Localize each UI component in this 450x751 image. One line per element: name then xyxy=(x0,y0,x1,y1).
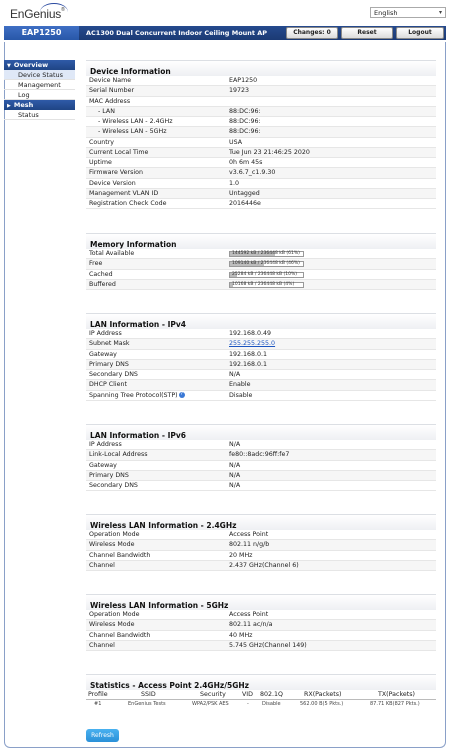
row-label: DHCP Client xyxy=(89,381,128,389)
row-label: Secondary DNS xyxy=(89,371,138,378)
row-label: Free xyxy=(89,260,103,268)
logo-arc-icon xyxy=(40,3,68,12)
row-label: Cached xyxy=(89,270,113,278)
sidebar-item-status[interactable]: Status xyxy=(4,110,75,120)
row-label: - LAN xyxy=(98,107,115,115)
column-header: Profile xyxy=(88,691,108,698)
row-value: Disable xyxy=(229,391,253,399)
row-value: Access Point xyxy=(229,611,269,618)
row-label: Channel Bandwidth xyxy=(89,551,151,559)
row-value: 20 MHz xyxy=(229,551,253,559)
sidebar-item-log[interactable]: Log xyxy=(4,90,75,100)
row-value: N/A xyxy=(229,371,241,378)
row-label: Gateway xyxy=(89,461,117,469)
row-value: 192.168.0.49 xyxy=(229,330,272,337)
table-row xyxy=(86,138,436,148)
refresh-button[interactable]: Refresh xyxy=(86,729,119,742)
table-row xyxy=(86,370,436,380)
wlan-5ghz-table xyxy=(86,610,436,651)
wlan-5ghz-section xyxy=(86,594,436,651)
column-header: TX(Packets) xyxy=(378,691,415,698)
row-value: 88:DC:96: xyxy=(229,107,261,115)
row-value: 2016446e xyxy=(229,200,261,207)
row-value: v3.6.7_c1.9.30 xyxy=(229,169,276,177)
row-label: IP Address xyxy=(89,441,122,448)
triangle-right-icon: ▶ xyxy=(7,103,11,109)
table-row xyxy=(86,280,436,290)
table-row xyxy=(86,540,436,550)
row-label: Subnet Mask xyxy=(89,340,130,348)
brand-name: EnGenius xyxy=(10,7,62,21)
table-row xyxy=(86,641,436,651)
table-row xyxy=(86,471,436,481)
column-header: Security xyxy=(200,691,226,698)
table-row xyxy=(86,700,436,709)
row-value: 192.168.0.1 xyxy=(229,350,268,358)
logout-button[interactable]: Logout xyxy=(396,27,444,39)
row-value: 1.0 xyxy=(229,179,240,187)
section-title: Statistics - Access Point 2.4GHz/5GHz xyxy=(86,674,436,690)
row-value: Tue Jun 23 21:46:25 2020 xyxy=(229,148,310,156)
cell-vid: - xyxy=(247,701,249,707)
table-row xyxy=(86,440,436,450)
memory-usage-text: 109140 kB / 236448 kB (46%) xyxy=(232,261,300,267)
table-row xyxy=(86,86,436,96)
row-label: Serial Number xyxy=(89,87,135,95)
table-row xyxy=(86,631,436,641)
row-value: 40 MHz xyxy=(229,631,253,639)
row-value: 19723 xyxy=(229,87,250,95)
row-label: Wireless Mode xyxy=(89,541,135,549)
row-label: Channel xyxy=(89,641,115,649)
memory-info-table xyxy=(86,249,436,290)
wlan-24ghz-section xyxy=(86,514,436,571)
row-label: Primary DNS xyxy=(89,471,129,479)
sidebar-group-label: Mesh xyxy=(13,101,34,109)
memory-usage-bar xyxy=(229,272,304,278)
section-title: LAN Information - IPv4 xyxy=(86,313,436,329)
row-label: Primary DNS xyxy=(89,360,129,368)
table-row xyxy=(86,270,436,280)
lan-ipv6-table xyxy=(86,440,436,491)
row-label: Buffered xyxy=(89,280,116,288)
table-row xyxy=(86,391,436,401)
column-header: 802.1Q xyxy=(260,691,283,698)
table-row xyxy=(86,481,436,491)
section-title: LAN Information - IPv6 xyxy=(86,424,436,440)
wlan-24ghz-table xyxy=(86,530,436,571)
row-label: Firmware Version xyxy=(89,169,144,177)
language-selected: English xyxy=(374,9,398,17)
row-value: 5.745 GHz(Channel 149) xyxy=(229,641,307,649)
row-label: Link-Local Address xyxy=(89,451,148,459)
row-label: Channel Bandwidth xyxy=(89,631,151,639)
changes-button[interactable]: Changes: 0 xyxy=(286,27,338,39)
sidebar-group-mesh[interactable] xyxy=(4,100,75,110)
sidebar-item-device-status[interactable]: Device Status xyxy=(4,70,75,80)
row-value: N/A xyxy=(229,461,241,469)
language-select[interactable] xyxy=(370,7,446,18)
row-label: Uptime xyxy=(89,159,112,166)
column-header: SSID xyxy=(141,691,156,698)
table-row xyxy=(86,199,436,209)
row-value: fe80::8adc:96ff:fe7 xyxy=(229,451,290,459)
table-row xyxy=(86,76,436,86)
device-info-table xyxy=(86,76,436,209)
row-value: EAP1250 xyxy=(229,77,258,84)
section-title: Wireless LAN Information - 2.4GHz xyxy=(86,514,436,530)
table-row xyxy=(86,610,436,620)
table-row xyxy=(86,179,436,189)
statistics-section xyxy=(86,674,436,709)
table-row xyxy=(86,620,436,630)
section-title: Device Information xyxy=(86,60,436,76)
sidebar xyxy=(4,60,75,120)
row-label: Current Local Time xyxy=(89,148,149,156)
table-row xyxy=(86,530,436,540)
row-label: IP Address xyxy=(89,330,122,337)
memory-usage-bar xyxy=(229,282,304,288)
row-label: - Wireless LAN - 5GHz xyxy=(98,128,167,136)
table-row xyxy=(86,551,436,561)
row-value: Untagged xyxy=(229,189,260,197)
table-row xyxy=(86,189,436,199)
row-label: Operation Mode xyxy=(89,531,140,538)
top-bar xyxy=(0,0,450,26)
table-row xyxy=(86,380,436,390)
table-row xyxy=(86,259,436,269)
table-row xyxy=(86,339,436,349)
cell-8021q: Disable xyxy=(262,701,281,707)
table-row xyxy=(86,461,436,471)
reset-button[interactable]: Reset xyxy=(341,27,393,39)
table-row xyxy=(86,360,436,370)
memory-usage-bar xyxy=(229,251,304,257)
section-title: Wireless LAN Information - 5GHz xyxy=(86,594,436,610)
table-row xyxy=(86,117,436,127)
sidebar-group-overview[interactable] xyxy=(4,60,75,70)
table-row xyxy=(86,168,436,178)
table-row xyxy=(86,450,436,460)
device-info-section xyxy=(86,60,436,209)
triangle-down-icon: ▼ xyxy=(7,63,11,69)
chevron-down-icon: ▾ xyxy=(438,9,442,16)
row-value: 88:DC:96: xyxy=(229,118,261,125)
table-row xyxy=(86,158,436,168)
table-row xyxy=(86,350,436,360)
row-value: 802.11 n/g/b xyxy=(229,541,270,549)
statistics-table-header xyxy=(86,690,436,700)
row-label: Total Available xyxy=(89,250,135,257)
row-label: Management VLAN ID xyxy=(89,189,159,197)
cell-ssid: EnGenius Tests xyxy=(128,701,166,707)
row-label: Gateway xyxy=(89,350,117,358)
row-label: Device Name xyxy=(89,77,132,84)
subnet-mask-link[interactable]: 255.255.255.0 xyxy=(229,340,276,348)
memory-usage-text: 144592 kB / 236448 kB (61%) xyxy=(232,251,300,256)
memory-usage-text: 25284 kB / 236448 kB (10%) xyxy=(232,271,298,277)
row-value: 2.437 GHz(Channel 6) xyxy=(229,561,299,569)
cell-profile: #1 xyxy=(94,701,102,707)
product-title: AC1300 Dual Concurrent Indoor Ceiling Mount AP xyxy=(86,29,268,37)
table-row xyxy=(86,107,436,117)
table-row xyxy=(86,127,436,137)
row-value: N/A xyxy=(229,441,241,448)
lan-ipv4-table xyxy=(86,329,436,401)
row-value: 802.11 ac/n/a xyxy=(229,621,273,629)
row-value: Access Point xyxy=(229,531,269,538)
lan-ipv4-section xyxy=(86,313,436,401)
column-header: VID xyxy=(242,691,254,698)
table-row xyxy=(86,561,436,571)
table-row xyxy=(86,249,436,259)
help-icon[interactable]: ? xyxy=(180,391,183,397)
memory-usage-bar xyxy=(229,261,304,267)
row-label: Operation Mode xyxy=(89,611,140,618)
section-title: Memory Information xyxy=(86,233,436,249)
row-label xyxy=(89,391,185,401)
row-label: MAC Address xyxy=(89,97,131,105)
brand-trademark: ® xyxy=(61,7,65,13)
column-header: RX(Packets) xyxy=(304,691,342,698)
memory-usage-text: 10168 kB / 236448 kB (4%) xyxy=(232,281,295,287)
row-value: 0h 6m 45s xyxy=(229,159,263,166)
stp-label: Spanning Tree Protocol(STP) xyxy=(89,391,178,399)
row-label: Registration Check Code xyxy=(89,200,167,207)
table-row xyxy=(86,329,436,339)
memory-info-section xyxy=(86,233,436,290)
row-value: N/A xyxy=(229,471,241,479)
row-value: N/A xyxy=(229,482,241,489)
row-value: Enable xyxy=(229,381,251,389)
sidebar-item-management[interactable]: Management xyxy=(4,80,75,90)
row-label: Channel xyxy=(89,561,115,569)
row-value: USA xyxy=(229,138,243,146)
row-label: Device Version xyxy=(89,179,136,187)
cell-rx: 562.00 B(5 Pkts.) xyxy=(300,701,344,707)
row-label: - Wireless LAN - 2.4GHz xyxy=(98,118,173,125)
table-row xyxy=(86,148,436,158)
cell-tx: 87.71 KB(827 Pkts.) xyxy=(370,701,420,707)
row-value: 192.168.0.1 xyxy=(229,360,268,368)
lan-ipv6-section xyxy=(86,424,436,491)
cell-security: WPA2/PSK AES xyxy=(192,701,229,707)
row-label: Secondary DNS xyxy=(89,482,138,489)
row-label: Wireless Mode xyxy=(89,621,135,629)
row-label: Country xyxy=(89,138,115,146)
model-name: EAP1250 xyxy=(4,26,79,40)
sidebar-group-label: Overview xyxy=(13,61,49,69)
table-row xyxy=(86,97,436,107)
row-value: 88:DC:96: xyxy=(229,128,261,136)
